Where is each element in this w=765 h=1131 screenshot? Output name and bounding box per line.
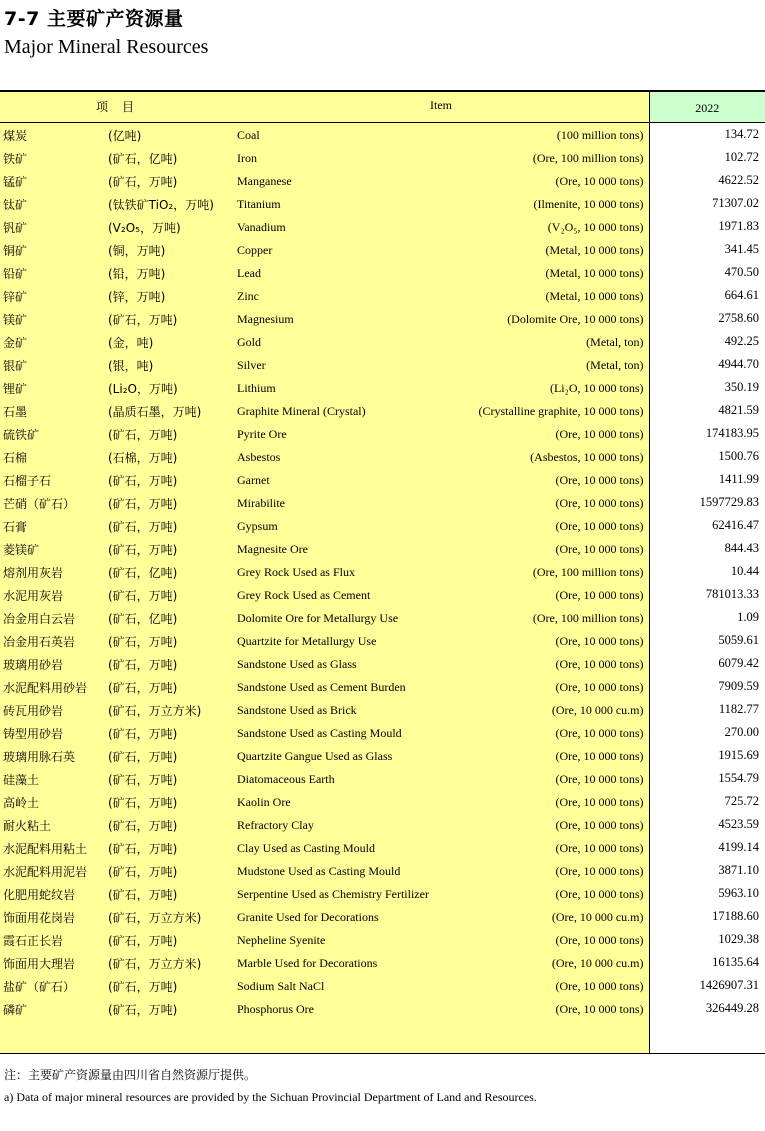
- item-cell: [0, 813, 649, 836]
- unit-en: (Ore, 10 000 tons): [555, 519, 644, 533]
- header-item: Item: [430, 98, 452, 112]
- unit-cn: (矿石，万吨): [108, 796, 178, 810]
- unit-cn: (铅，万吨): [108, 267, 166, 281]
- table-row: [0, 169, 765, 192]
- table-row: [0, 537, 765, 560]
- unit-cn: (银，吨): [108, 359, 154, 373]
- unit-cn: (锌，万吨): [108, 290, 166, 304]
- value-2022: 174183.95: [649, 422, 765, 445]
- unit-en: (Ore, 10 000 tons): [555, 818, 644, 832]
- unit-en: (Ore, 10 000 tons): [555, 174, 644, 188]
- mineral-name-en: Grey Rock Used as Cement: [237, 588, 371, 602]
- table-row: [0, 997, 765, 1020]
- table-row: [0, 284, 765, 307]
- table-row: [0, 652, 765, 675]
- mineral-name-en: Phosphorus Ore: [237, 1002, 314, 1016]
- footnote-cn: 注：主要矿产资源量由四川省自然资源厅提供。: [4, 1068, 257, 1082]
- mineral-name-cn: 锌矿: [3, 290, 28, 304]
- value-2022: 341.45: [649, 238, 765, 261]
- value-2022: 4821.59: [649, 399, 765, 422]
- header-year: 2022: [649, 91, 765, 123]
- table-row: [0, 675, 765, 698]
- unit-en: (Ore, 10 000 cu.m): [551, 956, 644, 970]
- mineral-name-en: Gold: [237, 335, 261, 349]
- value-2022: 62416.47: [649, 514, 765, 537]
- mineral-name-cn: 水泥配料用泥岩: [3, 865, 88, 879]
- item-cell: [0, 560, 649, 583]
- mineral-name-cn: 水泥配料用粘土: [3, 842, 88, 856]
- mineral-name-en: Kaolin Ore: [237, 795, 291, 809]
- unit-en: (Ore, 10 000 tons): [555, 749, 644, 763]
- mineral-name-en: Lithium: [237, 381, 276, 395]
- mineral-name-en: Marble Used for Decorations: [237, 956, 378, 970]
- item-cell: [0, 744, 649, 767]
- mineral-name-cn: 铜矿: [3, 244, 28, 258]
- value-2022: 1597729.83: [649, 491, 765, 514]
- mineral-name-cn: 磷矿: [3, 1003, 28, 1017]
- item-cell: [0, 422, 649, 445]
- table-row: [0, 330, 765, 353]
- unit-en: (Metal, 10 000 tons): [545, 266, 644, 280]
- unit-en: (Ore, 100 million tons): [532, 151, 644, 165]
- value-2022: 1500.76: [649, 445, 765, 468]
- value-2022: 725.72: [649, 790, 765, 813]
- unit-cn: (钛铁矿TiO₂，万吨): [108, 198, 214, 212]
- value-2022: 4199.14: [649, 836, 765, 859]
- mineral-name-cn: 石榴子石: [3, 474, 52, 488]
- item-cell: [0, 169, 649, 192]
- unit-en: (Ore, 10 000 tons): [555, 496, 644, 510]
- table-row: [0, 882, 765, 905]
- value-2022: 1182.77: [649, 698, 765, 721]
- unit-en: (Metal, ton): [586, 335, 644, 349]
- mineral-name-en: Sandstone Used as Brick: [237, 703, 357, 717]
- item-cell: [0, 583, 649, 606]
- unit-cn: (矿石，万吨): [108, 1003, 178, 1017]
- mineral-name-en: Refractory Clay: [237, 818, 314, 832]
- item-cell: [0, 905, 649, 928]
- mineral-name-cn: 金矿: [3, 336, 28, 350]
- item-cell: [0, 606, 649, 629]
- mineral-name-cn: 盐矿（矿石）: [3, 980, 76, 994]
- unit-cn: (矿石，万吨): [108, 750, 178, 764]
- value-2022: 16135.64: [649, 951, 765, 974]
- table-row: [0, 905, 765, 928]
- item-cell: [0, 859, 649, 882]
- unit-cn: (石棉，万吨): [108, 451, 178, 465]
- mineral-name-en: Quartzite for Metallurgy Use: [237, 634, 377, 648]
- mineral-name-cn: 锂矿: [3, 382, 28, 396]
- unit-cn: (矿石，万吨): [108, 543, 178, 557]
- table-row: [0, 445, 765, 468]
- table-filler-row: [0, 1020, 765, 1054]
- mineral-resources-table: [0, 90, 765, 1054]
- mineral-name-en: Vanadium: [237, 220, 286, 234]
- value-2022: 326449.28: [649, 997, 765, 1020]
- unit-cn: (矿石，万吨): [108, 658, 178, 672]
- item-cell: [0, 399, 649, 422]
- unit-en: (Ore, 10 000 cu.m): [551, 910, 644, 924]
- value-2022: 664.61: [649, 284, 765, 307]
- mineral-name-cn: 砖瓦用砂岩: [3, 704, 64, 718]
- mineral-name-en: Diatomaceous Earth: [237, 772, 335, 786]
- mineral-name-cn: 高岭土: [3, 796, 40, 810]
- unit-cn: (矿石，万吨): [108, 773, 178, 787]
- item-header: [0, 91, 649, 123]
- mineral-name-en: Dolomite Ore for Metallurgy Use: [237, 611, 399, 625]
- value-2022: 1426907.31: [649, 974, 765, 997]
- table-row: [0, 376, 765, 399]
- mineral-name-cn: 耐火粘土: [3, 819, 52, 833]
- unit-en: (V₂O₅, 10 000 tons): [547, 220, 644, 234]
- unit-en: (Ore, 10 000 tons): [555, 726, 644, 740]
- table-row: [0, 422, 765, 445]
- mineral-name-en: Iron: [237, 151, 257, 165]
- unit-en: (Li₂O, 10 000 tons): [549, 381, 644, 395]
- mineral-name-en: Gypsum: [237, 519, 278, 533]
- unit-cn: (矿石，万吨): [108, 497, 178, 511]
- unit-en: (Ore, 10 000 tons): [555, 634, 644, 648]
- unit-cn: (矿石，万吨): [108, 313, 178, 327]
- item-cell: [0, 537, 649, 560]
- filler-cell-left: [0, 1020, 649, 1054]
- table-row: [0, 767, 765, 790]
- mineral-name-en: Zinc: [237, 289, 259, 303]
- unit-cn: (矿石，万吨): [108, 934, 178, 948]
- unit-cn: (矿石，万吨): [108, 888, 178, 902]
- unit-cn: (矿石，万立方米): [108, 957, 202, 971]
- mineral-name-cn: 硅藻土: [3, 773, 40, 787]
- value-2022: 1411.99: [649, 468, 765, 491]
- unit-en: (100 million tons): [556, 128, 644, 142]
- mineral-name-en: Copper: [237, 243, 273, 257]
- value-2022: 781013.33: [649, 583, 765, 606]
- table-row: [0, 238, 765, 261]
- unit-en: (Ore, 10 000 tons): [555, 1002, 644, 1016]
- mineral-name-cn: 铅矿: [3, 267, 28, 281]
- item-cell: [0, 928, 649, 951]
- mineral-name-cn: 硫铁矿: [3, 428, 40, 442]
- item-cell: [0, 997, 649, 1020]
- mineral-name-cn: 霞石正长岩: [3, 934, 64, 948]
- table-row: [0, 698, 765, 721]
- mineral-name-cn: 芒硝（矿石）: [3, 497, 76, 511]
- unit-cn: (矿石，万吨): [108, 589, 178, 603]
- mineral-name-en: Magnesium: [237, 312, 294, 326]
- unit-cn: (铜，万吨): [108, 244, 166, 258]
- mineral-name-en: Manganese: [237, 174, 292, 188]
- unit-en: (Crystalline graphite, 10 000 tons): [478, 404, 644, 418]
- item-cell: [0, 652, 649, 675]
- unit-cn: (矿石，万立方米): [108, 911, 202, 925]
- unit-cn: (矿石，万吨): [108, 428, 178, 442]
- item-cell: [0, 721, 649, 744]
- footnote-en: a) Data of major mineral resources are provided by the Sichuan Provincial Department of Land and Resources.: [4, 1090, 537, 1104]
- mineral-name-cn: 玻璃用脉石英: [3, 750, 76, 764]
- unit-cn: (矿石，万吨): [108, 980, 178, 994]
- mineral-name-cn: 菱镁矿: [3, 543, 40, 557]
- value-2022: 71307.02: [649, 192, 765, 215]
- unit-cn: (Li₂O，万吨): [108, 382, 178, 396]
- table-row: [0, 606, 765, 629]
- mineral-name-en: Graphite Mineral (Crystal): [237, 404, 366, 418]
- unit-en: (Ore, 10 000 tons): [555, 680, 644, 694]
- unit-cn: (矿石，万吨): [108, 520, 178, 534]
- table-row: [0, 146, 765, 169]
- mineral-name-en: Asbestos: [237, 450, 281, 464]
- item-cell: [0, 330, 649, 353]
- mineral-name-en: Mirabilite: [237, 496, 285, 510]
- mineral-name-en: Quartzite Gangue Used as Glass: [237, 749, 393, 763]
- mineral-name-cn: 铸型用砂岩: [3, 727, 64, 741]
- item-cell: [0, 629, 649, 652]
- item-cell: [0, 146, 649, 169]
- item-cell: [0, 882, 649, 905]
- unit-cn: (矿石，万吨): [108, 842, 178, 856]
- table-title-cn: 7-7 主要矿产资源量: [4, 8, 184, 30]
- mineral-name-cn: 铁矿: [3, 152, 28, 166]
- mineral-name-en: Coal: [237, 128, 260, 142]
- unit-en: (Metal, 10 000 tons): [545, 243, 644, 257]
- mineral-name-cn: 水泥配料用砂岩: [3, 681, 88, 695]
- item-cell: [0, 192, 649, 215]
- table-row: [0, 468, 765, 491]
- unit-cn: (矿石，亿吨): [108, 612, 178, 626]
- unit-cn: (矿石，亿吨): [108, 566, 178, 580]
- mineral-name-en: Sodium Salt NaCl: [237, 979, 325, 993]
- mineral-name-en: Sandstone Used as Glass: [237, 657, 357, 671]
- unit-cn: (矿石，万吨): [108, 865, 178, 879]
- table-row: [0, 721, 765, 744]
- item-cell: [0, 307, 649, 330]
- unit-en: (Ore, 10 000 tons): [555, 588, 644, 602]
- table-row: [0, 928, 765, 951]
- unit-en: (Ore, 10 000 tons): [555, 772, 644, 786]
- unit-cn: (晶质石墨，万吨): [108, 405, 202, 419]
- value-2022: 1971.83: [649, 215, 765, 238]
- table-row: [0, 514, 765, 537]
- unit-en: (Ore, 10 000 tons): [555, 795, 644, 809]
- table-row: [0, 123, 765, 147]
- item-cell: [0, 284, 649, 307]
- unit-cn: (矿石，万立方米): [108, 704, 202, 718]
- value-2022: 2758.60: [649, 307, 765, 330]
- table-row: [0, 192, 765, 215]
- unit-en: (Dolomite Ore, 10 000 tons): [507, 312, 644, 326]
- mineral-name-en: Garnet: [237, 473, 270, 487]
- item-cell: [0, 951, 649, 974]
- filler-cell-right: [649, 1020, 765, 1054]
- table-row: [0, 629, 765, 652]
- mineral-name-cn: 钒矿: [3, 221, 28, 235]
- unit-en: (Metal, ton): [586, 358, 644, 372]
- value-2022: 134.72: [649, 123, 765, 147]
- mineral-name-en: Magnesite Ore: [237, 542, 308, 556]
- value-2022: 1.09: [649, 606, 765, 629]
- table-row: [0, 583, 765, 606]
- item-cell: [0, 215, 649, 238]
- mineral-name-cn: 饰面用花岗岩: [3, 911, 76, 925]
- value-2022: 492.25: [649, 330, 765, 353]
- mineral-name-cn: 熔剂用灰岩: [3, 566, 64, 580]
- item-cell: [0, 790, 649, 813]
- unit-en: (Ore, 10 000 tons): [555, 657, 644, 671]
- value-2022: 17188.60: [649, 905, 765, 928]
- unit-en: (Ore, 10 000 tons): [555, 841, 644, 855]
- table-row: [0, 261, 765, 284]
- mineral-name-cn: 镁矿: [3, 313, 28, 327]
- mineral-name-cn: 化肥用蛇纹岩: [3, 888, 76, 902]
- unit-en: (Asbestos, 10 000 tons): [530, 450, 644, 464]
- table-row: [0, 307, 765, 330]
- item-cell: [0, 123, 649, 147]
- unit-cn: (矿石，万吨): [108, 681, 178, 695]
- header-xiangmu: 项 目: [96, 100, 136, 114]
- table-row: [0, 353, 765, 376]
- value-2022: 270.00: [649, 721, 765, 744]
- value-2022: 4523.59: [649, 813, 765, 836]
- mineral-name-en: Titanium: [237, 197, 281, 211]
- item-cell: [0, 491, 649, 514]
- item-cell: [0, 767, 649, 790]
- mineral-name-cn: 煤炭: [3, 129, 28, 143]
- item-cell: [0, 353, 649, 376]
- unit-en: (Ore, 10 000 tons): [555, 933, 644, 947]
- value-2022: 4944.70: [649, 353, 765, 376]
- value-2022: 1554.79: [649, 767, 765, 790]
- value-2022: 470.50: [649, 261, 765, 284]
- mineral-name-cn: 石膏: [3, 520, 28, 534]
- item-cell: [0, 514, 649, 537]
- table-row: [0, 974, 765, 997]
- item-cell: [0, 974, 649, 997]
- mineral-name-cn: 冶金用白云岩: [3, 612, 76, 626]
- table-body: [0, 123, 765, 1054]
- unit-en: (Ore, 10 000 tons): [555, 864, 644, 878]
- unit-cn: (矿石，万吨): [108, 474, 178, 488]
- table-row: [0, 491, 765, 514]
- table-row: [0, 790, 765, 813]
- item-cell: [0, 238, 649, 261]
- mineral-name-en: Serpentine Used as Chemistry Fertilizer: [237, 887, 429, 901]
- table-title-en: Major Mineral Resources: [4, 36, 209, 58]
- mineral-name-cn: 锰矿: [3, 175, 28, 189]
- unit-cn: (矿石，万吨): [108, 175, 178, 189]
- mineral-name-en: Pyrite Ore: [237, 427, 287, 441]
- table-row: [0, 859, 765, 882]
- mineral-name-en: Grey Rock Used as Flux: [237, 565, 355, 579]
- table-row: [0, 560, 765, 583]
- table-row: [0, 951, 765, 974]
- mineral-name-en: Sandstone Used as Cement Burden: [237, 680, 406, 694]
- unit-en: (Ore, 10 000 cu.m): [551, 703, 644, 717]
- item-cell: [0, 376, 649, 399]
- unit-en: (Ore, 10 000 tons): [555, 887, 644, 901]
- value-2022: 5059.61: [649, 629, 765, 652]
- value-2022: 4622.52: [649, 169, 765, 192]
- mineral-name-cn: 冶金用石英岩: [3, 635, 76, 649]
- item-cell: [0, 698, 649, 721]
- value-2022: 350.19: [649, 376, 765, 399]
- value-2022: 6079.42: [649, 652, 765, 675]
- mineral-name-cn: 石棉: [3, 451, 28, 465]
- unit-en: (Ilmenite, 10 000 tons): [533, 197, 644, 211]
- unit-cn: (亿吨): [108, 129, 142, 143]
- value-2022: 7909.59: [649, 675, 765, 698]
- value-2022: 844.43: [649, 537, 765, 560]
- value-2022: 1029.38: [649, 928, 765, 951]
- item-cell: [0, 675, 649, 698]
- mineral-name-en: Sandstone Used as Casting Mould: [237, 726, 402, 740]
- unit-en: (Ore, 10 000 tons): [555, 542, 644, 556]
- unit-cn: (金，吨): [108, 336, 154, 350]
- mineral-name-en: Granite Used for Decorations: [237, 910, 379, 924]
- mineral-name-en: Mudstone Used as Casting Mould: [237, 864, 401, 878]
- mineral-name-cn: 玻璃用砂岩: [3, 658, 64, 672]
- item-cell: [0, 261, 649, 284]
- value-2022: 3871.10: [649, 859, 765, 882]
- unit-cn: (V₂O₅，万吨): [108, 221, 181, 235]
- mineral-name-en: Nepheline Syenite: [237, 933, 326, 947]
- table-row: [0, 836, 765, 859]
- item-cell: [0, 445, 649, 468]
- mineral-name-cn: 石墨: [3, 405, 28, 419]
- table-row: [0, 215, 765, 238]
- unit-en: (Ore, 10 000 tons): [555, 427, 644, 441]
- table-row: [0, 813, 765, 836]
- mineral-name-en: Clay Used as Casting Mould: [237, 841, 375, 855]
- mineral-name-en: Lead: [237, 266, 261, 280]
- unit-cn: (矿石，亿吨): [108, 152, 178, 166]
- value-2022: 10.44: [649, 560, 765, 583]
- unit-en: (Ore, 100 million tons): [532, 565, 644, 579]
- mineral-name-cn: 钛矿: [3, 198, 28, 212]
- value-2022: 1915.69: [649, 744, 765, 767]
- value-2022: 5963.10: [649, 882, 765, 905]
- unit-en: (Ore, 10 000 tons): [555, 473, 644, 487]
- mineral-name-cn: 饰面用大理岩: [3, 957, 76, 971]
- table-row: [0, 744, 765, 767]
- value-2022: 102.72: [649, 146, 765, 169]
- unit-cn: (矿石，万吨): [108, 635, 178, 649]
- item-cell: [0, 468, 649, 491]
- table-header-row: [0, 91, 765, 123]
- table-row: [0, 399, 765, 422]
- mineral-name-cn: 银矿: [3, 359, 28, 373]
- unit-cn: (矿石，万吨): [108, 819, 178, 833]
- mineral-name-cn: 水泥用灰岩: [3, 589, 64, 603]
- unit-en: (Metal, 10 000 tons): [545, 289, 644, 303]
- unit-cn: (矿石，万吨): [108, 727, 178, 741]
- unit-en: (Ore, 100 million tons): [532, 611, 644, 625]
- unit-en: (Ore, 10 000 tons): [555, 979, 644, 993]
- item-cell: [0, 836, 649, 859]
- mineral-name-en: Silver: [237, 358, 266, 372]
